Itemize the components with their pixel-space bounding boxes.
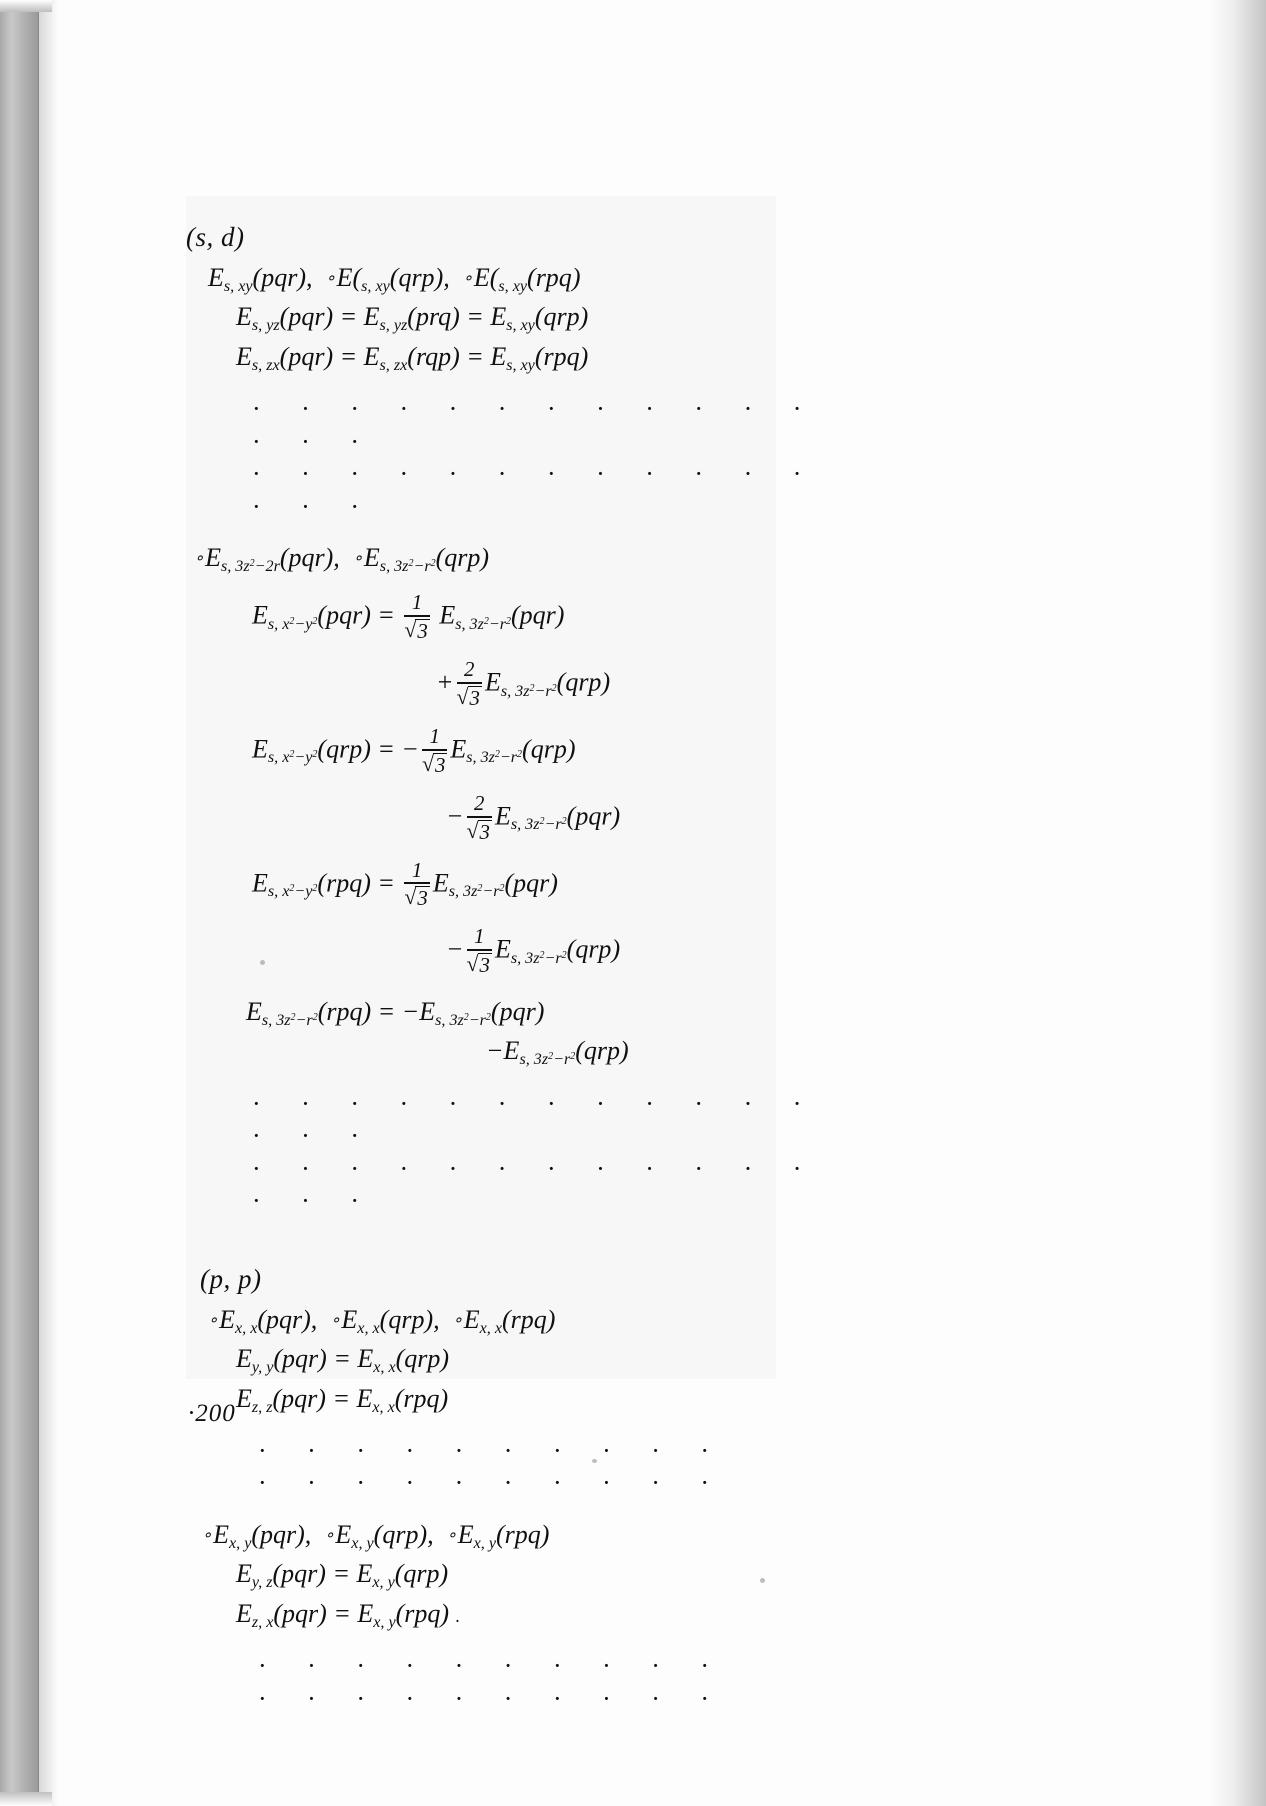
page-fold-shadow <box>38 0 60 1806</box>
equation-line: $E_{s, zx}(pqr) = E_{s, zx}(rqp) = E_{s, xy}(rpq)$ <box>236 341 589 374</box>
dotted-continuation-row: · · · · · · · · · · <box>258 1468 727 1498</box>
dotted-continuation-row: · · · · · · · · · · · · · · · <box>252 1088 819 1151</box>
equation-line: $E_{s, x^2-y^2}(rpq)$ = 1 √ 3 $E_{s, 3z^2-r^2}(pqr)$ <box>252 860 826 913</box>
page-content <box>186 222 826 1715</box>
binding-edge-bottom <box>0 1792 52 1806</box>
fraction <box>404 860 429 913</box>
dotted-continuation-row: · · · · · · · · · · · · · · · <box>252 394 819 456</box>
fraction-denominator: √ 3 <box>404 617 429 645</box>
equation-line: − 2 √ 3 $E_{s, 3z^2-r^2}(pqr)$ <box>446 793 826 846</box>
fraction-denominator: √ 3 <box>457 684 482 712</box>
fraction-denominator: √ 3 <box>422 751 447 779</box>
equation-line: $E_{z, x}(pqr) = E_{x, y}(rpq)$ . <box>236 1598 461 1631</box>
equation-line: $E_{z, z}(pqr) = E_{x, x}(rpq)$ <box>236 1383 449 1416</box>
fraction <box>467 926 492 979</box>
fraction-numerator: 1 <box>404 592 429 617</box>
fraction-denominator: √ 3 <box>467 951 492 979</box>
equation-line: $E_{s, yz}(pqr) = E_{s, yz}(prq) = E_{s, xy}(qrp)$ <box>236 302 589 335</box>
equation-line: $\circ E_{x, y}(pqr)$, $\circ E_{x, y}(qrp)$, $\circ E_{x, y}(rpq)$ <box>202 1519 550 1552</box>
book-binding-edge <box>0 8 39 1798</box>
equation-line: − 1 √ 3 $E_{s, 3z^2-r^2}(qrp)$ <box>446 926 826 979</box>
equation-line: $\circ E_{s, 3z^2-2r}(pqr)$, $\circ E_{s, 3z^2-r^2}(qrp)$ <box>194 543 490 575</box>
section-heading-p-p: (p, p) <box>200 1263 262 1294</box>
fraction <box>422 726 447 779</box>
dotted-continuation-row: · · · · · · · · · · · · · · · <box>252 459 819 521</box>
section-heading-s-d: (s, d) <box>186 222 245 252</box>
equation-line: $E_{y, z}(pqr) = E_{x, y}(qrp)$ <box>236 1559 449 1592</box>
fraction-numerator: 2 <box>457 659 482 684</box>
fraction-numerator: 2 <box>467 793 492 818</box>
dotted-continuation-row: · · · · · · · · · · <box>258 1651 727 1680</box>
dotted-continuation-row: · · · · · · · · · · <box>258 1683 727 1713</box>
equation-line: $-E_{s, 3z^2-r^2}(qrp)$ <box>486 1036 629 1069</box>
fraction-numerator: 1 <box>467 926 492 951</box>
fraction-denominator: √ 3 <box>404 884 429 912</box>
dotted-continuation-row: · · · · · · · · · · <box>258 1435 727 1465</box>
page-number: ·200 <box>188 1400 236 1427</box>
fraction-numerator: 1 <box>422 726 447 751</box>
fraction-numerator: 1 <box>404 860 429 885</box>
equation-line: $E_{s, xy}(pqr)$, $\circ E(_{s, xy}(qrp)$, $\circ E(_{s, xy}(rpq)$ <box>208 263 581 295</box>
binding-edge-top <box>0 0 52 12</box>
fraction <box>467 793 492 846</box>
equation-line: $E_{s, x^2-y^2}(qrp)$ = − 1 √ 3 $E_{s, 3z^2-r^2}(qrp)$ <box>252 726 826 779</box>
equation-line: $\circ E_{x, x}(pqr)$, $\circ E_{x, x}(qrp)$, $\circ E_{x, x}(rpq)$ <box>208 1304 556 1337</box>
fraction <box>457 659 482 712</box>
equation-line: $E_{y, y}(pqr) = E_{x, x}(qrp)$ <box>236 1344 450 1377</box>
fraction-denominator: √ 3 <box>467 818 492 846</box>
equation-line: + 2 √ 3 $E_{s, 3z^2-r^2}(qrp)$ <box>436 659 826 712</box>
dotted-continuation-row: · · · · · · · · · · · · · · · <box>252 1153 819 1216</box>
fraction <box>404 592 429 645</box>
equation-line: $E_{s, 3z^2-r^2}(rpq) = -E_{s, 3z^2-r^2}(pqr)$ <box>246 997 545 1029</box>
equation-line: $E_{s, x^2-y^2}(pqr)$ = 1 √ 3 $E_{s, 3z^2-r^2}(pqr)$ <box>252 592 826 645</box>
page-right-shadow <box>1208 0 1266 1806</box>
